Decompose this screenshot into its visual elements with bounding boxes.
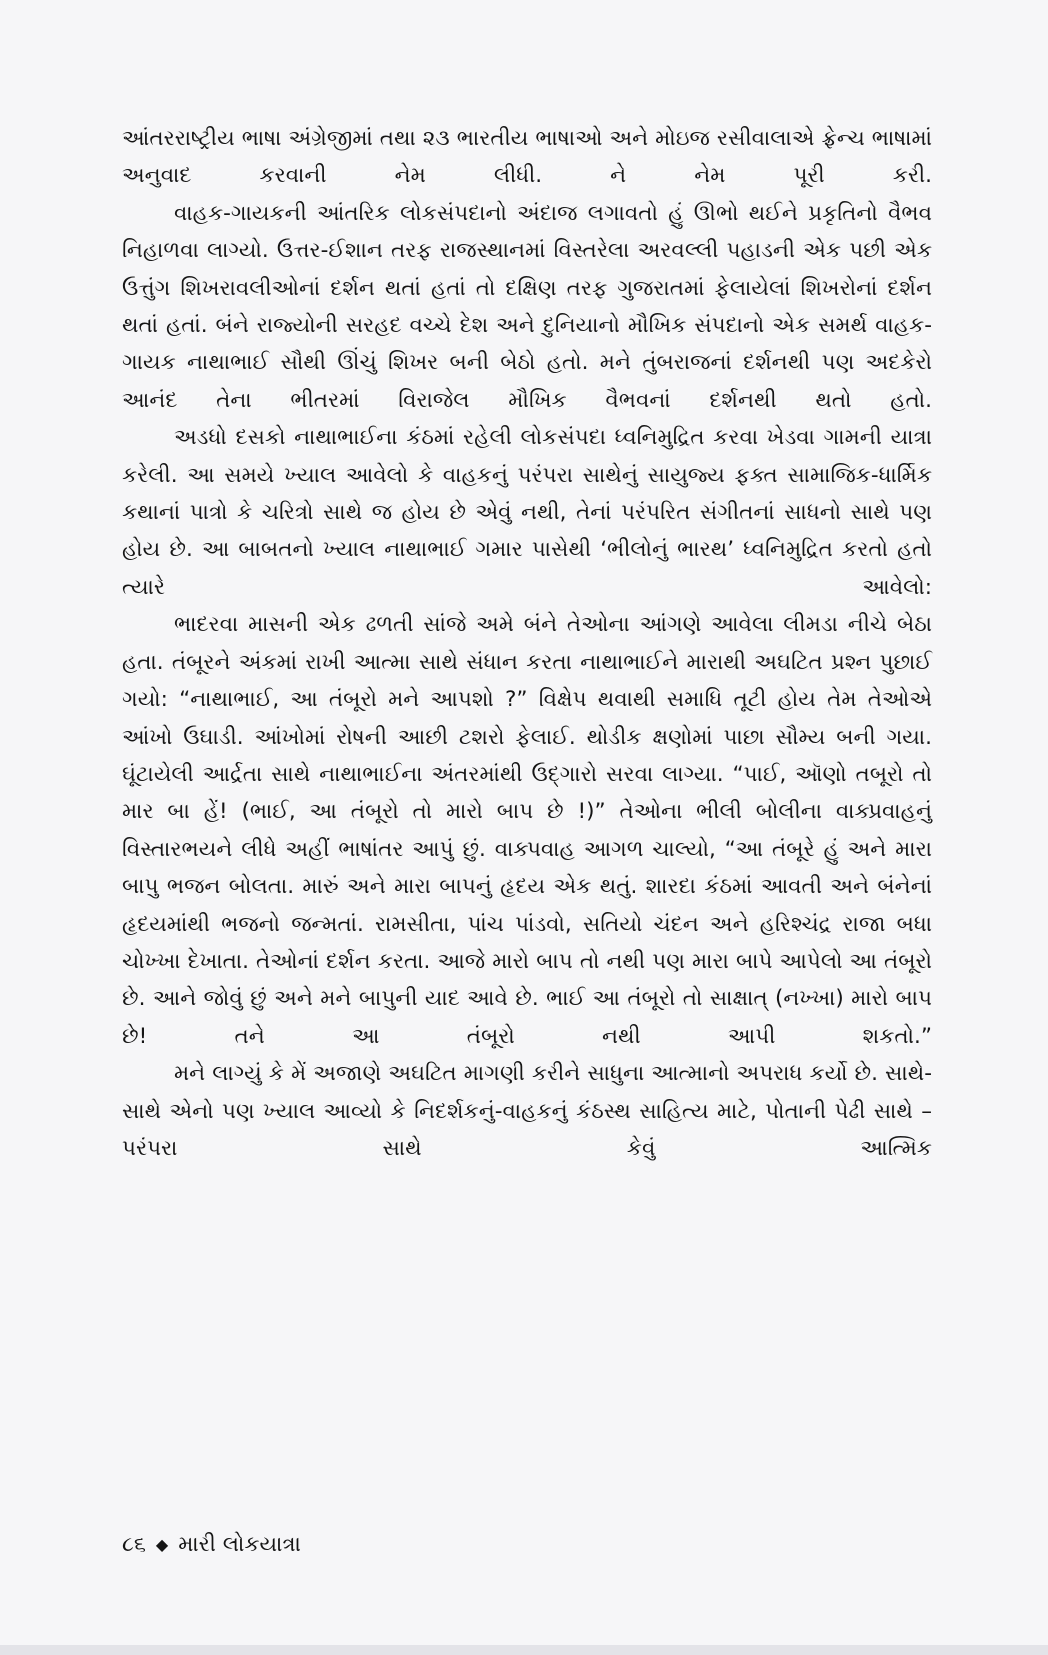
diamond-icon: ◆ <box>155 1535 169 1554</box>
paragraph-3: અડધો દસકો નાથાભાઈના કંઠમાં રહેલી લોકસંપદા ધ્વનિમુદ્રિત કરવા ખેડવા ગામની યાત્રા કરેલી. આ સમયે ખ્યાલ આવેલો કે વાહકનું પરંપરા સાથેનું સાયુજ્ય ફક્ત સામાજિક-ધાર્મિક કથાનાં પાત્રો કે ચરિત્રો સાથે જ હોય છે એવું નથી, તેનાં પરંપરિત સંગીતનાં સાધનો સાથે પણ હોય છે. આ બાબતનો ખ્યાલ નાથાભાઈ ગમાર પાસેથી ‘ભીલોનું ભારથ’ ધ્વનિમુદ્રિત કરતો હતો ત્યારે આવેલો: <box>122 425 932 600</box>
book-title: મારી લોકયાત્રા <box>178 1532 301 1557</box>
page-footer <box>122 1532 301 1557</box>
paragraph-5: મને લાગ્યું કે મેં અજાણે અઘટિત માગણી કરીને સાધુના આત્માનો અપરાધ કર્યો છે. સાથે-સાથે એનો પણ ખ્યાલ આવ્યો કે નિદર્શકનું-વાહકનું કંઠસ્થ સાહિત્ય માટે, પોતાની પેઢી સાથે – પરંપરા સાથે કેવું આત્મિક <box>122 1061 932 1161</box>
paragraph-4: ભાદરવા માસની એક ઢળતી સાંજે અમે બંને તેઓના આંગણે આવેલા લીમડા નીચે બેઠા હતા. તંબૂરને અંકમાં રાખી આત્મા સાથે સંધાન કરતા નાથાભાઈને મારાથી અઘટિત પ્રશ્ન પુછાઈ ગયો: “નાથાભાઈ, આ તંબૂરો મને આપશો ?” વિક્ષેપ થવાથી સમાધિ તૂટી હોય તેમ તેઓએ આંખો ઉઘાડી. આંખોમાં રોષની આછી ટશરો ફેલાઈ. થોડીક ક્ષણોમાં પાછા સૌમ્ય બની ગયા. ઘૂંટાયેલી આર્દ્રતા સાથે નાથાભાઈના અંતરમાંથી ઉદ્‌ગારો સરવા લાગ્યા. “પાઈ, ઑણો તબૂરો તો માર બા હેં! (ભાઈ, આ તંબૂરો તો મારો બાપ છે !)” તેઓના ભીલી બોલીના વાક્પ્રવાહનું વિસ્તારભયને લીધે અહીં ભાષાંતર આપું છું. વાક્પવાહ આગળ ચાલ્યો, “આ તંબૂરે હું અને મારા બાપુ ભજન બોલતા. મારું અને મારા બાપનું હૃદય એક થતું. શારદા કંઠમાં આવતી અને બંનેનાં હૃદયમાંથી ભજનો જન્મતાં. રામસીતા, પાંચ પાંડવો, સતિયો ચંદન અને હરિશ્ચંદ્ર રાજા બધા ચોખ્ખા દેખાતા. તેઓનાં દર્શન કરતા. આજે મારો બાપ તો નથી પણ મારા બાપે આપેલો આ તંબૂરો છે. આને જોવું છું અને મને બાપુની યાદ આવે છે. ભાઈ આ તંબૂરો તો સાક્ષાત્ (નખ્ખા) મારો બાપ છે! તને આ તંબૂરો નથી આપી શકતો.” <box>122 612 932 1049</box>
paragraph-1: આંતરરાષ્ટ્રીય ભાષા અંગ્રેજીમાં તથા ૨૩ ભારતીય ભાષાઓ અને મોઇજ રસીવાલાએ ફ્રેન્ચ ભાષામાં અનુવાદ કરવાની નેમ લીધી. ને નેમ પૂરી કરી. <box>122 126 932 189</box>
paragraph-2: વાહક-ગાયકની આંતરિક લોકસંપદાનો અંદાજ લગાવતો હું ઊભો થઈને પ્રકૃતિનો વૈભવ નિહાળવા લાગ્યો. ઉત્તર-ઈશાન તરફ રાજસ્થાનમાં વિસ્તરેલા અરવલ્લી પહાડની એક પછી એક ઉત્તુંગ શિખરાવલીઓનાં દર્શન થતાં હતાં તો દક્ષિણ તરફ ગુજરાતમાં ફેલાયેલાં શિખરોનાં દર્શન થતાં હતાં. બંને રાજ્યોની સરહદ વચ્ચે દેશ અને દુનિયાનો મૌખિક સંપદાનો એક સમર્થ વાહક-ગાયક નાથાભાઈ સૌથી ઊંચું શિખર બની બેઠો હતો. મને તુંબરાજનાં દર્શનથી પણ અદકેરો આનંદ તેના ભીતરમાં વિરાજેલ મૌખિક વૈભવનાં દર્શનથી થતો હતો. <box>122 200 932 413</box>
body-text <box>122 120 932 1167</box>
page-number: ૮૬ <box>122 1532 146 1557</box>
